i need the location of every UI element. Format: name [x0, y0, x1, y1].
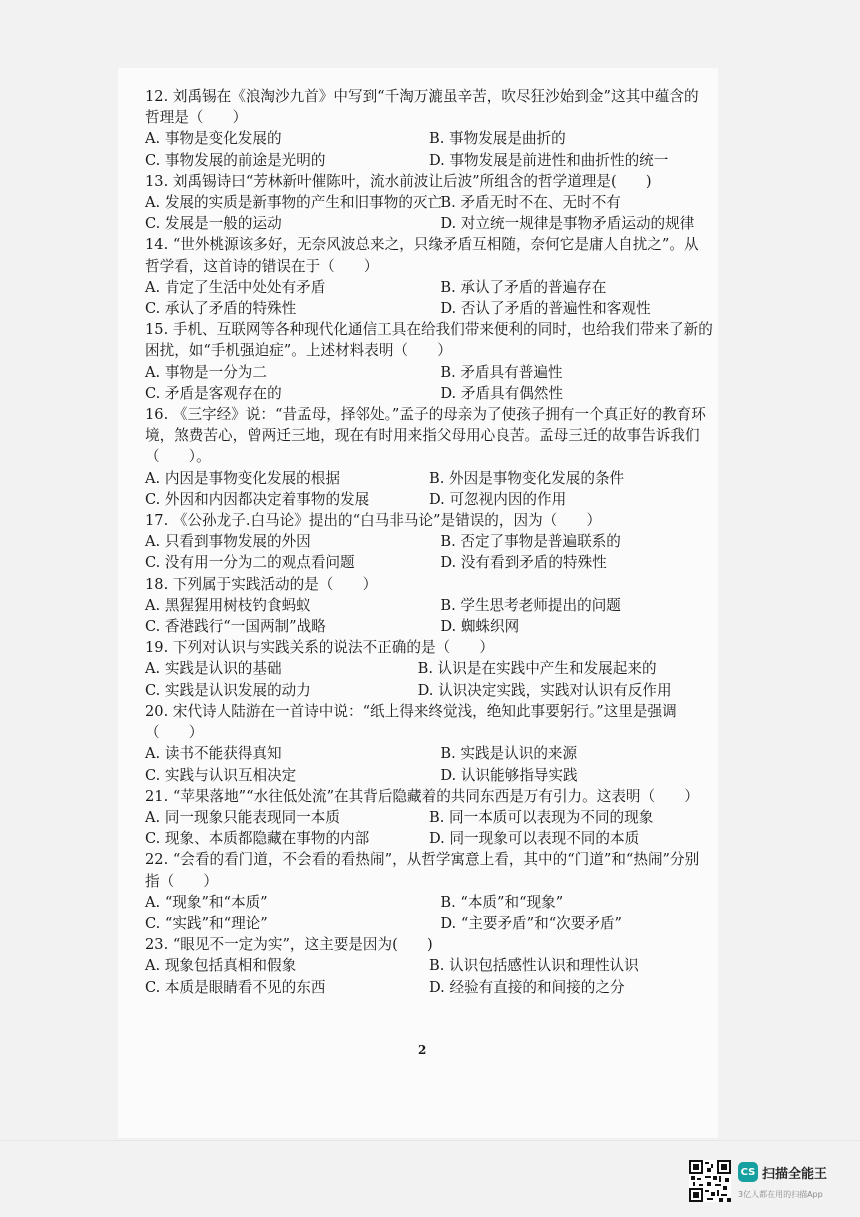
- option-b: B. 学生思考老师提出的问题: [440, 596, 621, 614]
- option-d: D. 认识能够指导实践: [440, 766, 578, 784]
- option-d: D. 对立统一规律是事物矛盾运动的规律: [440, 215, 695, 233]
- option-b: B. 外因是事物变化发展的条件: [429, 469, 625, 487]
- brand-name: 扫描全能王: [762, 1166, 828, 1182]
- question-23: [145, 934, 713, 998]
- option-a: A. 肯定了生活中处处有矛盾: [145, 278, 326, 296]
- option-d: D. 蜘蛛织网: [440, 618, 520, 636]
- options: [145, 128, 713, 170]
- question-text: 16. 《三字经》说：“昔孟母，择邻处。”孟子的母亲为了使孩子拥有一个真正好的教育环境，煞费苦心，曾两迁三地，现在有时用来指父母用心良苦。孟母三迁的故事告诉我们（ ）。: [145, 406, 706, 466]
- question-text: 14. “世外桃源该多好，无奈风波总来之，只缘矛盾互相随，奈何它是庸人自扰之”。从哲学看，这首诗的错误在于（ ）: [145, 236, 699, 275]
- qr-code-icon: [689, 1160, 731, 1202]
- option-a: A. 只看到事物发展的外因: [145, 533, 311, 551]
- option-a: A. 同一现象只能表现同一本质: [145, 808, 340, 826]
- options: [145, 192, 713, 234]
- options: [145, 955, 713, 997]
- question-20: [145, 701, 713, 786]
- option-a: A. “现象”和“本质”: [145, 893, 268, 911]
- option-c: C. 实践与认识互相决定: [145, 766, 297, 784]
- question-text: 17. 《公孙龙子.白马论》提出的“白马非马论”是错误的，因为（ ）: [145, 512, 602, 530]
- options: [145, 595, 713, 637]
- options: [145, 468, 713, 510]
- footer-divider: [0, 1140, 860, 1141]
- options: [145, 277, 713, 319]
- question-14: [145, 234, 713, 319]
- options: [145, 892, 713, 934]
- question-19: [145, 637, 713, 701]
- question-text: 19. 下列对认识与实践关系的说法不正确的是（ ）: [145, 639, 494, 657]
- option-b: B. 矛盾具有普遍性: [440, 363, 563, 381]
- option-d: D. 可忽视内因的作用: [429, 490, 567, 508]
- options: [145, 743, 713, 785]
- camscanner-logo-icon: CS: [738, 1162, 758, 1182]
- option-c: C. 没有用一分为二的观点看问题: [145, 554, 355, 572]
- question-text: 22. “会看的看门道，不会看的看热闹”，从哲学寓意上看，其中的“门道”和“热闹”分别指（ ）: [145, 851, 700, 890]
- option-d: D. 经验有直接的和间接的之分: [429, 978, 625, 996]
- brand-tagline: 3亿人都在用的扫描App: [738, 1190, 823, 1199]
- options: [145, 531, 713, 573]
- scanner-brand: [738, 1162, 827, 1182]
- question-text: 18. 下列属于实践活动的是（ ）: [145, 575, 378, 593]
- question-text: 23. “眼见不一定为实”，这主要是因为( ): [145, 936, 433, 954]
- option-d: D. 矛盾具有偶然性: [440, 384, 563, 402]
- question-18: [145, 574, 713, 638]
- question-22: [145, 849, 713, 934]
- option-b: B. 否定了事物是普遍联系的: [440, 533, 621, 551]
- question-12: [145, 86, 713, 171]
- option-c: C. 承认了矛盾的特殊性: [145, 300, 297, 318]
- option-b: B. 实践是认识的来源: [440, 745, 578, 763]
- option-c: C. 外因和内因都决定着事物的发展: [145, 490, 370, 508]
- question-text: 15. 手机、互联网等各种现代化通信工具在给我们带来便利的同时，也给我们带来了新的困扰，如“手机强迫症”。上述材料表明（ ）: [145, 321, 713, 360]
- option-a: A. 事物是变化发展的: [145, 130, 282, 148]
- option-b: B. “本质”和“现象”: [440, 893, 564, 911]
- option-a: A. 事物是一分为二: [145, 363, 267, 381]
- question-text: 20. 宋代诗人陆游在一首诗中说：“纸上得来终觉浅，绝知此事要躬行。”这里是强调（ ）: [145, 702, 677, 742]
- option-c: C. “实践”和“理论”: [145, 914, 268, 932]
- option-a: A. 现象包括真相和假象: [145, 957, 297, 975]
- option-d: D. 事物发展是前进性和曲折性的统一: [429, 151, 669, 169]
- option-b: B. 承认了矛盾的普遍存在: [440, 278, 607, 296]
- option-c: C. 实践是认识发展的动力: [145, 681, 311, 699]
- options: [145, 658, 713, 700]
- option-b: B. 认识包括感性认识和理性认识: [429, 957, 639, 975]
- option-c: C. 香港践行“一国两制”战略: [145, 618, 326, 636]
- option-c: C. 本质是眼睛看不见的东西: [145, 978, 326, 996]
- options: [145, 362, 713, 404]
- question-text: 13. 刘禹锡诗曰“芳林新叶催陈叶，流水前波让后波”所组含的哲学道理是( ): [145, 172, 652, 190]
- option-b: B. 事物发展是曲折的: [429, 130, 566, 148]
- question-list: [145, 86, 713, 998]
- option-d: D. 没有看到矛盾的特殊性: [440, 554, 607, 572]
- option-d: D. “主要矛盾”和“次要矛盾”: [440, 914, 623, 932]
- question-text: 21. “苹果落地”“水往低处流”在其背后隐藏着的共同东西是万有引力。这表明（ ）: [145, 787, 699, 805]
- option-c: C. 矛盾是客观存在的: [145, 384, 282, 402]
- option-c: C. 发展是一般的运动: [145, 215, 282, 233]
- option-a: A. 实践是认识的基础: [145, 660, 282, 678]
- question-15: [145, 319, 713, 404]
- question-16: [145, 404, 713, 510]
- question-text: 12. 刘禹锡在《浪淘沙九首》中写到“千淘万漉虽辛苦，吹尽狂沙始到金”这其中蕴含的哲理是（ ）: [145, 88, 699, 127]
- question-21: [145, 786, 713, 850]
- option-a: A. 内因是事物变化发展的根据: [145, 469, 340, 487]
- page-number: 2: [418, 1043, 427, 1057]
- option-c: C. 现象、本质都隐藏在事物的内部: [145, 830, 370, 848]
- option-c: C. 事物发展的前途是光明的: [145, 151, 326, 169]
- option-a: A. 读书不能获得真知: [145, 745, 282, 763]
- option-d: D. 否认了矛盾的普遍性和客观性: [440, 300, 651, 318]
- options: [145, 807, 713, 849]
- option-b: B. 认识是在实践中产生和发展起来的: [417, 660, 657, 678]
- option-b: B. 矛盾无时不在、无时不有: [440, 194, 621, 212]
- question-13: [145, 171, 713, 235]
- option-a: A. 黑猩猩用树枝钓食蚂蚁: [145, 596, 311, 614]
- option-d: D. 认识决定实践，实践对认识有反作用: [417, 681, 672, 699]
- option-b: B. 同一本质可以表现为不同的现象: [429, 808, 654, 826]
- question-17: [145, 510, 713, 574]
- option-a: A. 发展的实质是新事物的产生和旧事物的灭亡: [145, 194, 443, 212]
- option-d: D. 同一现象可以表现不同的本质: [429, 830, 640, 848]
